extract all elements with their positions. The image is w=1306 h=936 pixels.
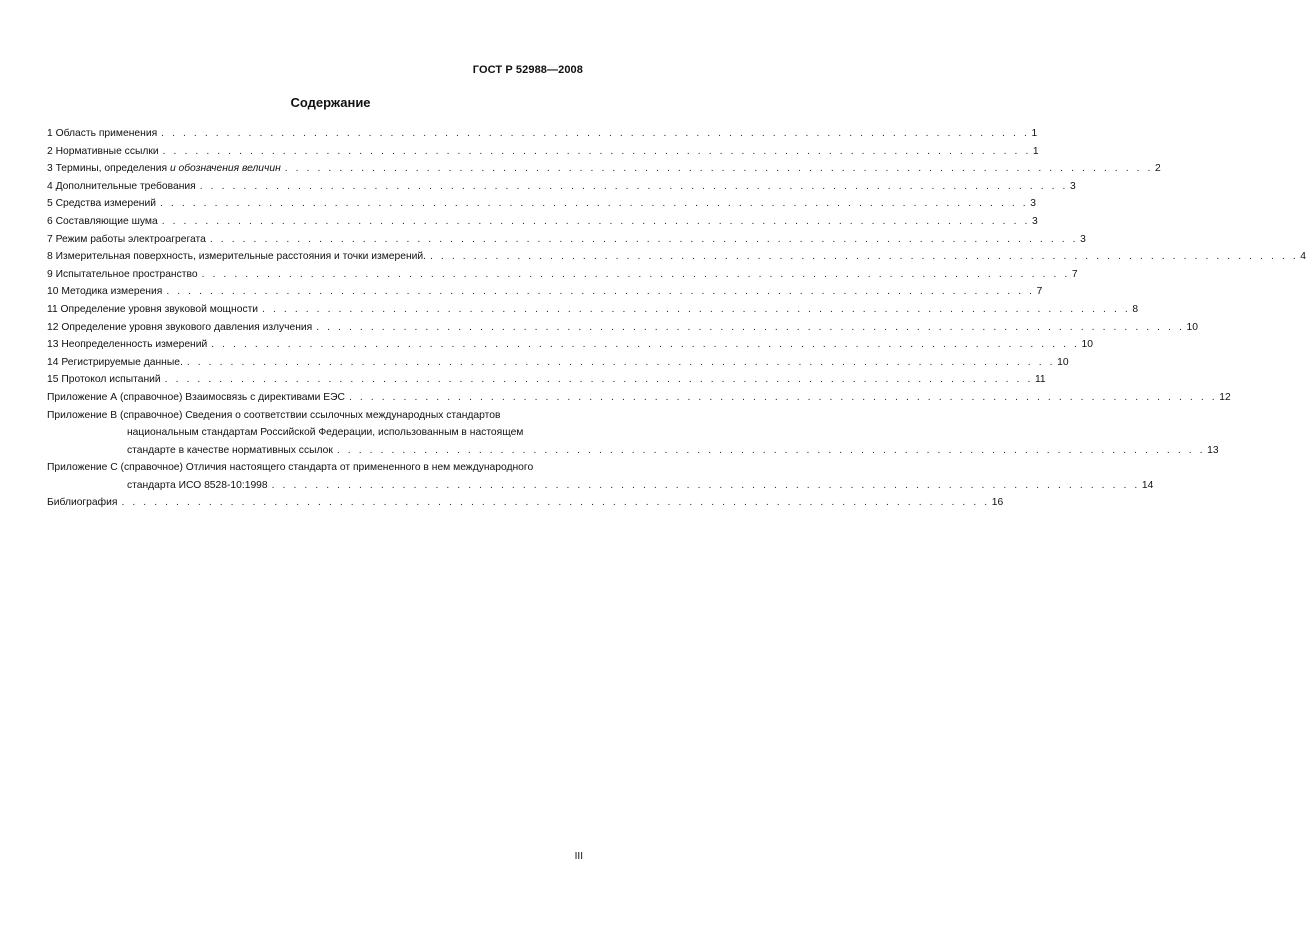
toc-entry-text: 14 Регистрируемые данные. (47, 356, 183, 368)
dot-leader: . . . . . . . . . . . . . . . . . . . . . . . . . . . . . . . . . . . . . . . . . . . . . . . . . . . . . . . . . . . . . . . . . . . . . . . . . . . . . . . . (316, 321, 1185, 333)
toc-entry-page: 3 (1070, 180, 1076, 192)
toc-entry-text: Библиография (47, 497, 118, 509)
dot-leader: . . . . . . . . . . . . . . . . . . . . . . . . . . . . . . . . . . . . . . . . . . . . . . . . . . . . . . . . . . . . . . . . . . . . . . . . . . . . . . . . (209, 233, 1079, 245)
toc-entry[interactable] (47, 178, 1076, 196)
dot-leader: . . . . . . . . . . . . . . . . . . . . . . . . . . . . . . . . . . . . . . . . . . . . . . . . . . . . . . . . . . . . . . . . . . . . . . . . . . . . . . . . (162, 145, 1031, 157)
toc-entry-text-italic: и обозначения величин (169, 163, 281, 175)
table-of-contents (47, 125, 1306, 512)
toc-entry-page: 7 (1071, 268, 1078, 280)
dot-leader: . . . . . . . . . . . . . . . . . . . . . . . . . . . . . . . . . . . . . . . . . . . . . . . . . . . . . . . . . . . . . . . . . . . . . . . . . . . . . . . . (186, 356, 1056, 368)
dot-leader: . . . . . . . . . . . . . . . . . . . . . . . . . . . . . . . . . . . . . . . . . . . . . . . . . . . . . . . . . . . . . . . . . . . . . . . . . . . . . . . . (348, 391, 1218, 403)
dot-leader: . . . . . . . . . . . . . . . . . . . . . . . . . . . . . . . . . . . . . . . . . . . . . . . . . . . . . . . . . . . . . . . . . . . . . . . . . . . . . . . . (161, 128, 1030, 139)
toc-entry-text: 4 Дополнительные требования (47, 180, 196, 192)
toc-entry-page: 12 (1219, 391, 1231, 403)
toc-entry-text-line3: стандарте в качестве нормативных ссылок (127, 444, 333, 456)
dot-leader: . . . . . . . . . . . . . . . . . . . . . . . . . . . . . . . . . . . . . . . . . . . . . . . . . . . . . . . . . . . . . . . . . . . . . . . . . . . . . . . . (336, 444, 1206, 456)
toc-entry-text: 2 Нормативные ссылки (47, 145, 159, 157)
toc-entry-page: 3 (1031, 215, 1038, 227)
toc-entry-page: 1 (1032, 145, 1039, 157)
page-number: III (574, 851, 583, 862)
toc-entry[interactable] (47, 143, 1039, 161)
toc-entry[interactable] (47, 283, 1043, 301)
toc-entry-text-regular: 3 Термины, определения (47, 163, 170, 175)
dot-leader: . . . . . . . . . . . . . . . . . . . . . . . . . . . . . . . . . . . . . . . . . . . . . . . . . . . . . . . . . . . . . . . . . . . . . . . . . . . . . . . . (430, 251, 1299, 263)
toc-entry-text: 13 Неопределенность измерений (47, 339, 208, 351)
dot-leader: . . . . . . . . . . . . . . . . . . . . . . . . . . . . . . . . . . . . . . . . . . . . . . . . . . . . . . . . . . . . . . . . . . . . . . . . . . . . . . . . (199, 180, 1069, 192)
toc-entry-text: 7 Режим работы электроагрегата (47, 233, 206, 245)
toc-entry[interactable] (47, 319, 1198, 337)
dot-leader: . . . . . . . . . . . . . . . . . . . . . . . . . . . . . . . . . . . . . . . . . . . . . . . . . . . . . . . . . . . . . . . . . . . . . . . . . . . . . . . . (161, 215, 1030, 227)
toc-entry-text (47, 160, 281, 178)
toc-entry-text: 9 Испытательное пространство (47, 268, 198, 280)
toc-entry-page: 1 (1031, 128, 1038, 139)
toc-entry-text: 8 Измерительная поверхность, измерительные расстояния и точки измерений. (47, 251, 427, 263)
toc-entry[interactable] (47, 248, 1306, 266)
toc-entry-text-line2: национальным стандартам Российской Федерации, использованным в настоящем (127, 427, 524, 439)
dot-leader: . . . . . . . . . . . . . . . . . . . . . . . . . . . . . . . . . . . . . . . . . . . . . . . . . . . . . . . . . . . . . . . . . . . . . . . . . . . . . . . . (160, 198, 1029, 210)
toc-entry-page: 2 (1155, 163, 1161, 175)
dot-leader: . . . . . . . . . . . . . . . . . . . . . . . . . . . . . . . . . . . . . . . . . . . . . . . . . . . . . . . . . . . . . . . . . . . . . . . . . . . . . . . . (271, 479, 1140, 491)
toc-entry-page: 8 (1132, 303, 1139, 315)
toc-entry[interactable] (47, 336, 1093, 354)
toc-entry-page: 4 (1300, 251, 1306, 263)
toc-entry-text-line1: Приложение В (справочное) Сведения о соответствии ссылочных международных стандартов (47, 409, 501, 421)
toc-entry-appendix-a[interactable] (47, 389, 1231, 407)
toc-entry-text: Приложение А (справочное) Взаимосвязь с директивами ЕЭС (47, 391, 345, 403)
toc-entry-text: 6 Составляющие шума (47, 215, 158, 227)
dot-leader: . . . . . . . . . . . . . . . . . . . . . . . . . . . . . . . . . . . . . . . . . . . . . . . . . . . . . . . . . . . . . . . . . . . . . . . . . . . . . . . . (164, 374, 1033, 386)
toc-entry-page: 3 (1080, 233, 1086, 245)
toc-entry[interactable] (47, 371, 1046, 389)
toc-entry-text: 12 Определение уровня звукового давления излучения (47, 321, 313, 333)
toc-entry[interactable] (47, 213, 1038, 231)
standard-code: ГОСТ Р 52988—2008 (472, 64, 583, 76)
dot-leader: . . . . . . . . . . . . . . . . . . . . . . . . . . . . . . . . . . . . . . . . . . . . . . . . . . . . . . . . . . . . . . . . . . . . . . . . . . . . . . . . (211, 339, 1080, 351)
toc-entry-text-line1: Приложение С (справочное) Отличия настоящего стандарта от примененного в нем международного (47, 462, 534, 474)
toc-entry-text: 11 Определение уровня звуковой мощности (47, 303, 259, 315)
dot-leader: . . . . . . . . . . . . . . . . . . . . . . . . . . . . . . . . . . . . . . . . . . . . . . . . . . . . . . . . . . . . . . . . . . . . . . . . . . . . . . . . (201, 268, 1070, 280)
toc-entry-page: 13 (1207, 444, 1219, 456)
dot-leader: . . . . . . . . . . . . . . . . . . . . . . . . . . . . . . . . . . . . . . . . . . . . . . . . . . . . . . . . . . . . . . . . . . . . . . . . . . . . . . . . (166, 286, 1035, 298)
toc-entry-text: 10 Методика измерения (47, 286, 163, 298)
toc-entry[interactable] (47, 354, 1069, 372)
toc-entry[interactable] (47, 125, 1038, 143)
toc-entry-text-line2: стандарта ИСО 8528-10:1998 (127, 479, 268, 491)
toc-entry-page: 10 (1186, 321, 1198, 333)
toc-entry[interactable] (47, 195, 1037, 213)
dot-leader: . . . . . . . . . . . . . . . . . . . . . . . . . . . . . . . . . . . . . . . . . . . . . . . . . . . . . . . . . . . . . . . . . . . . . . . . . . . . . . . . (262, 303, 1131, 315)
toc-entry-bibliography[interactable] (47, 494, 1004, 512)
toc-entry-page: 10 (1057, 356, 1069, 368)
toc-entry-text: 1 Область применения (47, 128, 158, 139)
dot-leader: . . . . . . . . . . . . . . . . . . . . . . . . . . . . . . . . . . . . . . . . . . . . . . . . . . . . . . . . . . . . . . . . . . . . . . . . . . . . . . . . (284, 163, 1154, 175)
toc-entry-page: 11 (1034, 374, 1046, 386)
toc-entry-page: 7 (1036, 286, 1043, 298)
toc-title: Содержание (290, 95, 371, 110)
toc-entry-page: 3 (1030, 198, 1037, 210)
toc-entry[interactable] (47, 231, 1086, 249)
toc-entry-page: 14 (1141, 479, 1154, 491)
toc-entry-text: 15 Протокол испытаний (47, 374, 161, 386)
toc-entry-page: 10 (1081, 339, 1093, 351)
toc-entry[interactable] (47, 266, 1078, 284)
toc-entry-text: 5 Средства измерений (47, 198, 156, 210)
dot-leader: . . . . . . . . . . . . . . . . . . . . . . . . . . . . . . . . . . . . . . . . . . . . . . . . . . . . . . . . . . . . . . . . . . . . . . . . . . . . . . . . (121, 497, 990, 509)
toc-entry[interactable] (47, 160, 1161, 178)
toc-entry[interactable] (47, 301, 1139, 319)
toc-entry-page: 16 (991, 497, 1004, 509)
toc-entry-appendix-c[interactable] (47, 459, 1154, 494)
toc-entry-appendix-b[interactable] (47, 407, 1219, 460)
